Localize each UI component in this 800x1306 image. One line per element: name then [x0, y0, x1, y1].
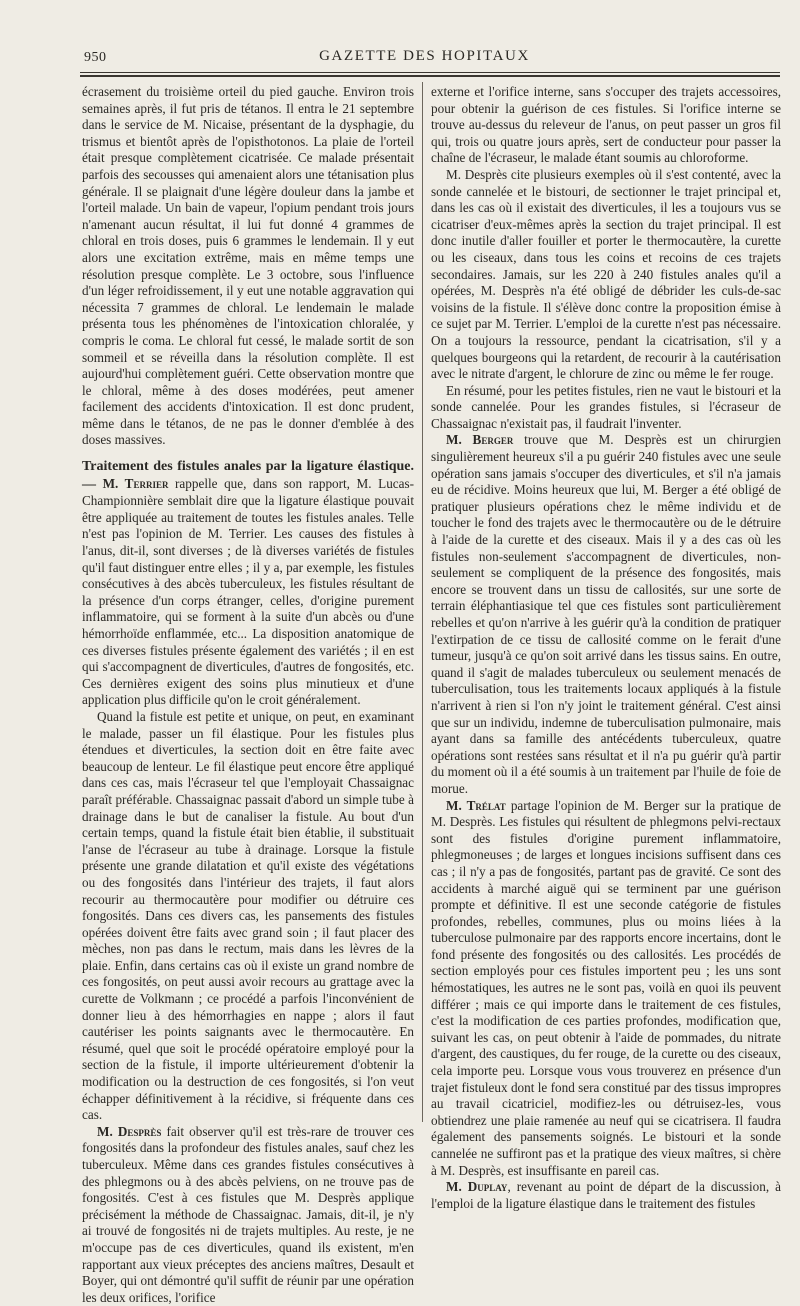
right-column	[431, 84, 781, 1212]
paragraph-despres	[82, 1124, 414, 1306]
paragraph-text: rappelle que, dans son rapport, M. Lucas-Championnière semblait dire que la ligature élastique pouvait être appliquée au traitement de toutes les fistules anales. Telle n'est pas l'opinion de M. Terrier. Les causes des fistules à l'anus, dit-il, sont diverses ; de là diverses variétés de fistules qu'il faut distinguer entre elles ; il y a, par exemple, les fistules consécutives à des abcès tuberculeux, les fistules résultant de la présence d'un corps étranger, celles, d'origine purement inflammatoire, qui se forment à la suite d'un abcès ou d'une hémorrhoïde enflammée, etc... La disposition anatomique de ces diverses fistules présente également des variétés ; il en est qui s'accompagnent de diverticules, d'autres de fongosités, etc. Ces dernières exigent des soins plus minutieux et d'une application plus difficile qu'on le croit généralement.	[82, 475, 415, 708]
column-divider	[422, 82, 423, 1122]
paragraph-text: fait observer qu'il est très-rare de trouver ces fongosités dans la profondeur des fistules anales, sauf chez les tuberculeux. Même dans ces grandes fistules consécutives à des phlegmons ou à des abcès pelviens, on ne trouve pas de fongosités. C'est à ces fistules que M. Desprès applique précisément la méthode de Chassaignac. Jamais, dit-il, je n'y ai trouvé de fongosités ni de trajets multiples. Au reste, je ne m'occupe pas de ces diverticules, quand ils existent, m'en rapportant aux vieux préceptes des anciens maîtres, Desault et Boyer, qui ont démontré qu'il suffit de réunir par une opération les deux orifices, l'orifice	[82, 1123, 415, 1305]
speaker-name: M. Trélat	[446, 797, 506, 813]
page-number: 950	[84, 50, 107, 65]
paragraph-tetanos-case: écrasement du troisième orteil du pied gauche. Environ trois semaines après, il fut pris de tétanos. Il entra le 21 septembre dans le service de M. Nicaise, présentant de la dysphagie, du trismus et bientôt après de l'opisthotonos. La plaie de l'orteil était presque complètement cicatrisée. Ce malade présentait parfois des secousses qui amenaient alors une tétanisation plus générale. Il se plaignait d'une légère douleur dans la jambe et l'orteil malade. Un bain de vapeur, l'opium pendant trois jours n'amenant aucun résultat, il lui fut donné 4 grammes de chloral en trois doses, puis 6 grammes le lendemain. Il y eut alors une excitation extrême, mais en même temps une résolution presque complète. Le 3 octobre, sous l'influence d'un léger refroidissement, il y eut une notable aggravation qui nécessita 7 grammes de chloral. Le lendemain le malade présenta tous les phénomènes de l'intoxication chloralée, y compris le coma. Le chloral fut cessé, le malade sortit de son sommeil et se réveilla dans la résolution complète. Il est aujourd'hui complètement guéri. Cette observation montre que le chloral, même à des doses modérées, peut amener facilement des accidents d'intoxication. Il est donc prudent, même dans le tétanos, de ne pas le donner d'emblée à des doses massives.	[82, 84, 414, 448]
paragraph-text: partage l'opinion de M. Berger sur la pratique de M. Desprès. Les fistules qui résultent de phlegmons pelvi-rectaux sont des fistules d'origine purement inflammatoire, phlegmoneuses ; de larges et longues incisions suffisent dans ces cas ; il n'y a pas de fongosités, partant pas de gravité. Ce sont des accidents à marché aiguë qui se terminent par une guérison prompte et définitive. Il est une seconde catégorie de fistules profondes, rebelles, communes, plus ou moins liées à la tuberculose pulmonaire par des rapports encore incertains, dont le fond présente des fongosités ou des callosités. Les procédés de section employés pour ces fistules importent peu ; les uns sont hémostatiques, les autres ne le sont pas, voilà en quoi ils peuvent différer ; mais ce qui importe dans le traitement de ces fistules, c'est la modification de ces parties profondes, modification que, suivant les cas, on peut obtenir à l'aide de pommades, du nitrate d'argent, des caustiques, du fer rouge, de la curette ou des ciseaux, cela importe peu. Lorsque vous vous trouverez en présence d'un trajet fistuleux dont le fond sera constitué par des tissus impropres au travail cicatriciel, modifiez-les ou détruisez-les, vous obtiendrez une plaie ramenée au neuf qui se cicatrisera. Il faudra également des pansements soignés. Le bistouri et la sonde cannelée ne suffiront pas et la pratique des vieux maîtres, si chère à M. Desprès, est insuffisante en pareil cas.	[431, 797, 781, 1178]
page-header	[72, 44, 777, 66]
speaker-name: M. Desprès	[97, 1123, 162, 1139]
paragraph-duplay	[431, 1179, 781, 1212]
speaker-name: M. Duplay	[446, 1179, 508, 1195]
section-heading: Traitement des fistules anales par la ligature élastique. —	[82, 459, 414, 492]
paragraph-fistule-petite: Quand la fistule est petite et unique, on peut, en examinant le malade, passer un fil élastique. Pour les fistules plus étendues et diverticules, la section doit en être faite avec beaucoup de lenteur. Le fil élastique peut encore être appliqué dans ces cas, mais l'écraseur tel que l'employait Chassaignac paraît préférable. Chassaignac passait d'abord un simple tube à drainage dans le but de canaliser la fistule. Au bout d'un certain temps, quand la fistule était bien établie, il substituait l'anse de l'écraseur au tube à drainage. Lorsque la fistule présente une grande dilatation et qu'il existe des végétations ou des fongosités dans l'intérieur des trajets, il faut alors recourir au thermocautère pour modifier ou détruire ces fongosités. Dans ces divers cas, les pansements des fistules opérées doivent être faits avec grand soin ; il faut placer des mèches, non pas dans le rectum, mais dans les lèvres de la plaie. Enfin, dans certains cas où il existe un grand nombre de ces fongosités, on peut aussi avoir recours au grattage avec la curette de Volkmann ; ce procédé a parfois l'inconvénient de donner lieu à des hémorrhagies en nappe ; alors il faut cautériser les points saignants avec le thermocautère. En résumé, quel que soit le procédé opératoire employé pour la section de la fistule, il importe ultérieurement d'obtenir la modification ou la destruction de ces fongosités, si l'on veut échapper définitivement à la récidive, si fréquente dans ces cas.	[82, 708, 414, 1123]
header-rule-thin	[80, 72, 780, 73]
header-rule-thick	[80, 75, 780, 77]
paragraph-continuation: externe et l'orifice interne, sans s'occuper des trajets accessoires, pour obtenir la guérison de ces fistules. Si l'orifice interne se trouve au-dessus du releveur de l'anus, on peut passer un gros fil qui, trois ou quatre jours après, sert de conducteur pour passer la chaîne de l'écraseur, le malade étant soumis au chloroforme.	[431, 84, 781, 166]
paragraph-resume: En résumé, pour les petites fistules, rien ne vaut le bistouri et la sonde cannelée. Pour les grandes fistules, si l'écraseur de Chassaignac n'existait pas, il faudrait l'inventer.	[431, 382, 781, 431]
speaker-name: M. Terrier	[102, 475, 169, 491]
paragraph-terrier	[82, 458, 414, 709]
speaker-name: M. Berger	[446, 432, 514, 448]
paragraph-despres-examples: M. Desprès cite plusieurs exemples où il s'est contenté, avec la sonde cannelée et le bistouri, de sectionner le trajet principal et, dans les cas où il existait des diverticules, il les a toujours vus se cicatriser d'eux-mêmes après la section du trajet principal. Il est donc inutile d'aller fouiller et porter le thermocautère, la curette ou les ciseaux, dans tous les coins et recoins de ces trajets secondaires. Jamais, sur les 220 à 240 fistules anales qu'il a opérées, M. Desprès n'a été obligé de débrider les culs-de-sac voisins de la fistule. Il s'élève donc contre la proposition émise à ce sujet par M. Terrier. L'emploi de la curette n'est pas nécessaire. On a toujours la ressource, pendant la cicatrisation, s'il y a quelques bourgeons qui la retardent, de recourir à la cautérisation avec le nitrate d'argent, le chlorure de zinc ou même le fer rouge.	[431, 166, 781, 382]
paragraph-text: , revenant au point de départ de la discussion, à l'emploi de la ligature élastique dans le traitement des fistules	[431, 1179, 781, 1211]
left-column	[82, 84, 414, 1306]
paragraph-text: trouve que M. Desprès est un chirurgien singulièrement heureux s'il a pu guérir 240 fistules avec une seule opération sans jamais s'occuper des diverticules, et s'il n'a jamais eu de récidive. Moins heureux que lui, M. Berger a été obligé de pratiquer plusieurs opérations chez le même individu et de toucher le fond des trajets avec le thermocautère ou de le détruire à l'aide de la curette et des ciseaux. Mais il y a des cas où les fistules non-seulement s'accompagnent de diverticules, non-seulement se compliquent de la présence des fongosités, mais encore se trouvent dans un tissu de callosités, sur une sorte de terrain éléphantiasique tel que ces fistules sont particulièrement rebelles et qu'on n'arrive à les guérir qu'à la condition de pratiquer l'extirpation de ce tissu de callosité comme on le ferait d'une tumeur, jusqu'à ce qu'on soit arrivé dans les tissus sains. En outre, quand il s'agit de malades tuberculeux ou seulement menacés de tuberculisation, tous les traitements locaux appliqués à la fistule n'arrivent à rien si l'on n'y joint le traitement général. C'est ainsi que sur un individu, indemne de tuberculisation pulmonaire, mais ayant dans sa famille des antécédents tuberculeux, quatre opérations sont restées sans résultat et il n'a pu guérir qu'à partir du moment où il a été soumis à un traitement par l'huile de foie de morue.	[431, 432, 782, 796]
paragraph-trelat	[431, 798, 781, 1180]
journal-title: GAZETTE DES HOPITAUX	[319, 48, 530, 64]
paragraph-berger	[431, 432, 781, 797]
